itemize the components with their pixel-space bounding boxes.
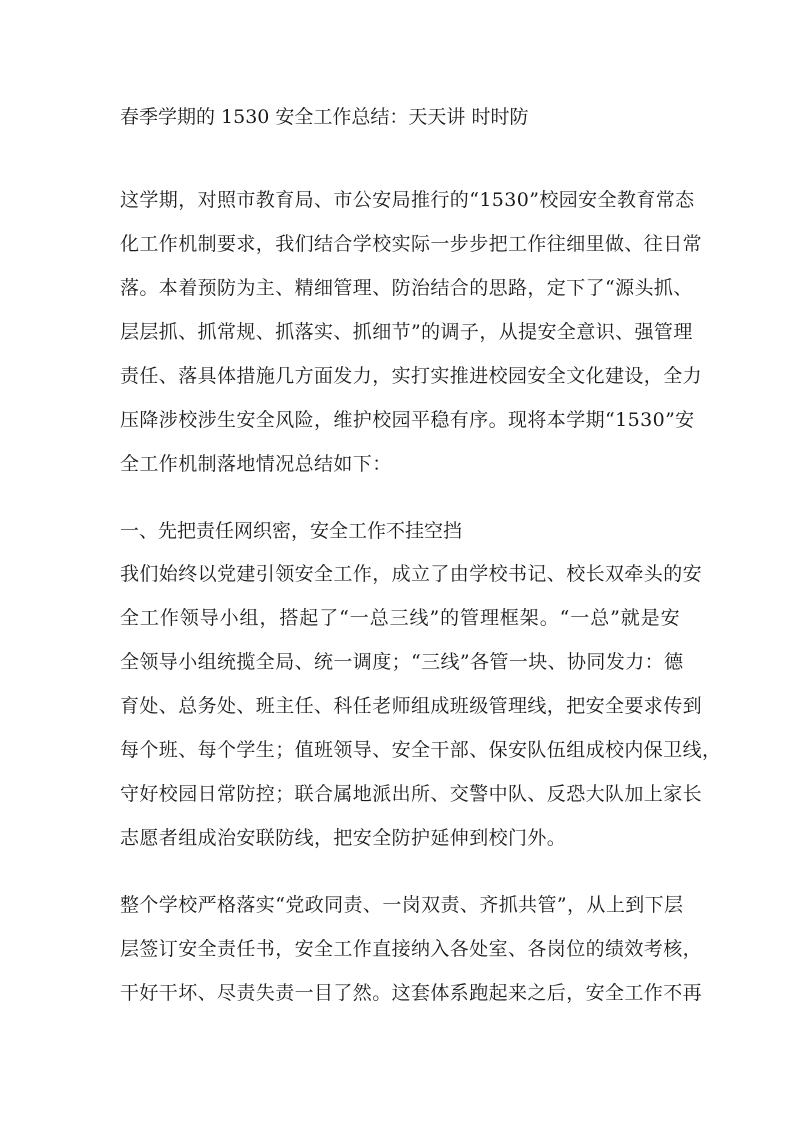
section-heading: 一、先把责任网织密，安全工作不挂空挡 <box>120 520 463 542</box>
body-line: 层签订安全责任书，安全工作直接纳入各处室、各岗位的绩效考核， <box>120 938 703 960</box>
intro-line: 化工作机制要求，我们结合学校实际一步步把工作往细里做、往日常 <box>120 233 703 255</box>
intro-line: 压降涉校涉生安全风险，维护校园平稳有序。现将本学期“1530”安 <box>120 409 695 431</box>
document-title: 春季学期的 1530 安全工作总结：天天讲 时时防 <box>120 106 529 128</box>
intro-line: 这学期，对照市教育局、市公安局推行的“1530”校园安全教育常态 <box>120 189 695 211</box>
intro-line: 责任、落具体措施几方面发力，实打实推进校园安全文化建设，全力 <box>120 365 703 387</box>
body-line: 全领导小组统揽全局、统一调度；“三线”各管一块、协同发力：德 <box>120 651 684 673</box>
body-line: 整个学校严格落实“党政同责、一岗双责、齐抓共管”，从上到下层 <box>120 894 684 916</box>
body-line: 全工作领导小组，搭起了“一总三线”的管理框架。“一总”就是安 <box>120 607 680 629</box>
body-line: 志愿者组成治安联防线，把安全防护延伸到校门外。 <box>120 827 567 849</box>
intro-line: 落。本着预防为主、精细管理、防治结合的思路，定下了“源头抓、 <box>120 277 693 299</box>
intro-line: 层层抓、抓常规、抓落实、抓细节”的调子，从提安全意识、强管理 <box>120 321 693 343</box>
intro-line: 全工作机制落地情况总结如下： <box>120 453 392 475</box>
body-line: 育处、总务处、班主任、科任老师组成班级管理线，把安全要求传到 <box>120 695 703 717</box>
body-line: 干好干坏、尽责失责一目了然。这套体系跑起来之后，安全工作不再 <box>120 982 703 1004</box>
body-line: 每个班、每个学生；值班领导、安全干部、保安队伍组成校内保卫线， <box>120 739 722 761</box>
body-line: 守好校园日常防控；联合属地派出所、交警中队、反恐大队加上家长 <box>120 783 703 805</box>
body-line: 我们始终以党建引领安全工作，成立了由学校书记、校长双牵头的安 <box>120 563 703 585</box>
